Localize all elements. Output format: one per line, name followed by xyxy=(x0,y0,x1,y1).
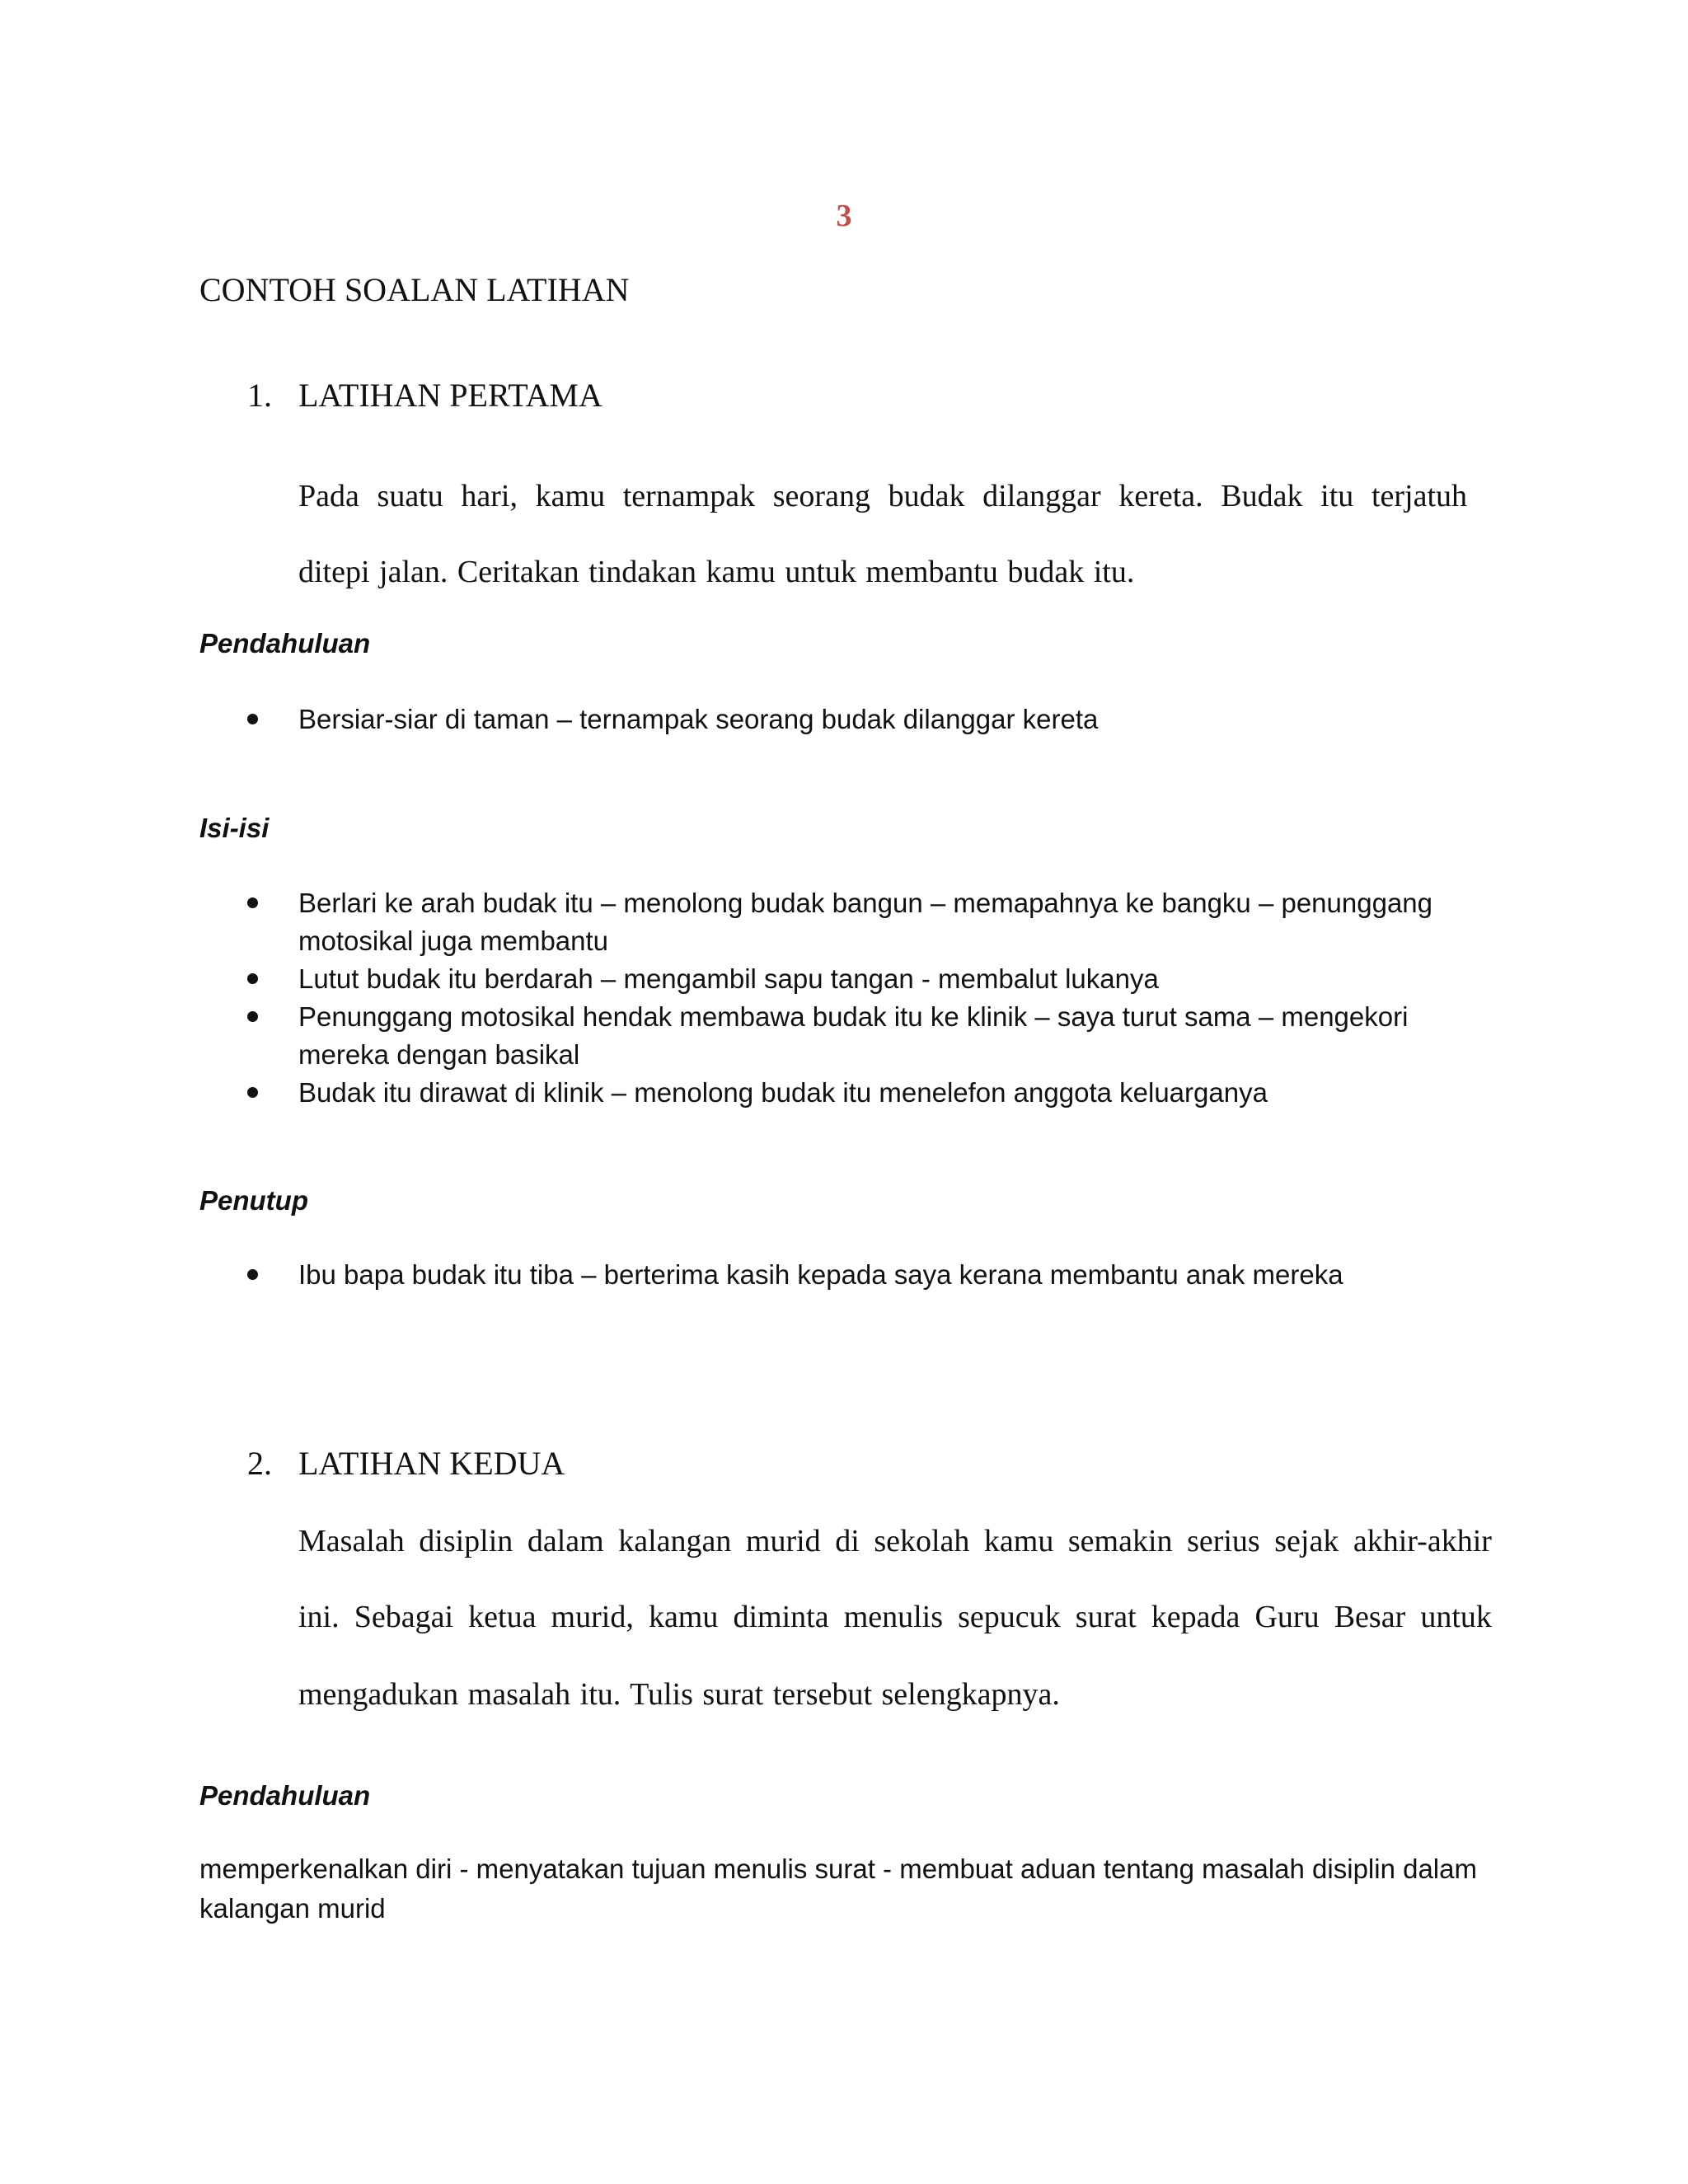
prompt-word: Sebagai xyxy=(354,1600,454,1634)
exercise-1-prompt-line-1 xyxy=(298,478,1467,514)
exercise-1-isi-list xyxy=(199,884,1502,1112)
bullet-icon xyxy=(247,1011,258,1022)
list-item: Bersiar-siar di taman – ternampak seorang budak dilanggar kereta xyxy=(199,701,1502,738)
exercise-1-pendahuluan-list xyxy=(199,701,1502,738)
prompt-word: Masalah xyxy=(298,1524,405,1558)
exercise-1-number: 1. xyxy=(247,377,272,414)
prompt-word: terjatuh xyxy=(1371,479,1467,513)
exercise-2-pendahuluan-paragraph: memperkenalkan diri - menyatakan tujuan menulis surat - membuat aduan tentang masalah disiplin dalam kalangan murid xyxy=(199,1854,1477,1924)
exercise-1-heading xyxy=(247,376,603,415)
prompt-word: kepada xyxy=(1151,1600,1240,1634)
prompt-word: kamu xyxy=(648,1600,719,1634)
exercise-2-section-pendahuluan-label: Pendahuluan xyxy=(199,1780,371,1811)
prompt-word: itu xyxy=(1320,479,1354,513)
prompt-word: dalam xyxy=(527,1524,604,1558)
exercise-2-heading xyxy=(247,1444,565,1483)
exercise-2-prompt-line-1 xyxy=(298,1523,1492,1559)
list-item: Budak itu dirawat di klinik – menolong budak itu menelefon anggota keluarganya xyxy=(199,1074,1502,1112)
list-item: Penunggang motosikal hendak membawa budak itu ke klinik – saya turut sama – mengekori mereka dengan basikal xyxy=(199,998,1502,1074)
bullet-icon xyxy=(247,714,258,724)
prompt-word: menulis xyxy=(843,1600,944,1634)
prompt-word: dilanggar xyxy=(982,479,1101,513)
prompt-word: Guru xyxy=(1254,1600,1320,1634)
list-item: Ibu bapa budak itu tiba – berterima kasih kepada saya kerana membantu anak mereka xyxy=(199,1256,1502,1294)
exercise-2-prompt-line-2 xyxy=(298,1599,1492,1635)
prompt-word: kereta. xyxy=(1118,479,1203,513)
exercise-1-section-penutup-label: Penutup xyxy=(199,1185,308,1216)
exercise-2-title: LATIHAN KEDUA xyxy=(298,1445,565,1482)
exercise-2-prompt-line-3: mengadukan masalah itu. Tulis surat tersebut selengkapnya. xyxy=(298,1677,1060,1712)
prompt-word: untuk xyxy=(1420,1600,1492,1634)
prompt-word: Besar xyxy=(1334,1600,1406,1634)
prompt-word: akhir-akhir xyxy=(1353,1524,1492,1558)
prompt-word: ternampak xyxy=(622,479,756,513)
prompt-word: kamu xyxy=(983,1524,1054,1558)
prompt-word: seorang xyxy=(772,479,870,513)
prompt-word: suatu xyxy=(377,479,443,513)
list-item: Berlari ke arah budak itu – menolong budak bangun – memapahnya ke bangku – penunggang motosikal juga membantu xyxy=(199,884,1502,960)
prompt-word: di xyxy=(835,1524,860,1558)
prompt-word: Pada xyxy=(298,479,359,513)
prompt-word: kamu xyxy=(535,479,606,513)
prompt-word: ketua xyxy=(468,1600,537,1634)
prompt-word: diminta xyxy=(733,1600,829,1634)
prompt-word: hari, xyxy=(461,479,518,513)
exercise-1-section-isi-label: Isi-isi xyxy=(199,813,270,843)
bullet-icon xyxy=(247,1269,258,1280)
bullet-icon xyxy=(247,1087,258,1098)
document-title: CONTOH SOALAN LATIHAN xyxy=(199,271,630,308)
bullet-icon xyxy=(247,973,258,984)
exercise-1-prompt-line-2: ditepi jalan. Ceritakan tindakan kamu untuk membantu budak itu. xyxy=(298,555,1135,589)
prompt-word: sepucuk xyxy=(958,1600,1061,1634)
prompt-word: sekolah xyxy=(874,1524,970,1558)
page-number: 3 xyxy=(836,199,852,233)
exercise-1-title: LATIHAN PERTAMA xyxy=(298,377,603,414)
prompt-word: surat xyxy=(1075,1600,1137,1634)
exercise-2-number: 2. xyxy=(247,1445,272,1482)
prompt-word: sejak xyxy=(1274,1524,1339,1558)
prompt-word: serius xyxy=(1187,1524,1260,1558)
prompt-word: ini. xyxy=(298,1600,340,1634)
prompt-word: disiplin xyxy=(419,1524,513,1558)
bullet-icon xyxy=(247,898,258,908)
prompt-word: murid xyxy=(745,1524,821,1558)
exercise-1-penutup-list xyxy=(199,1256,1502,1294)
prompt-word: semakin xyxy=(1067,1524,1173,1558)
prompt-word: murid, xyxy=(551,1600,634,1634)
prompt-word: Budak xyxy=(1221,479,1303,513)
prompt-word: budak xyxy=(888,479,965,513)
list-item: Lutut budak itu berdarah – mengambil sapu tangan - membalut lukanya xyxy=(199,960,1502,998)
prompt-word: kalangan xyxy=(618,1524,732,1558)
exercise-1-section-pendahuluan-label: Pendahuluan xyxy=(199,628,371,658)
